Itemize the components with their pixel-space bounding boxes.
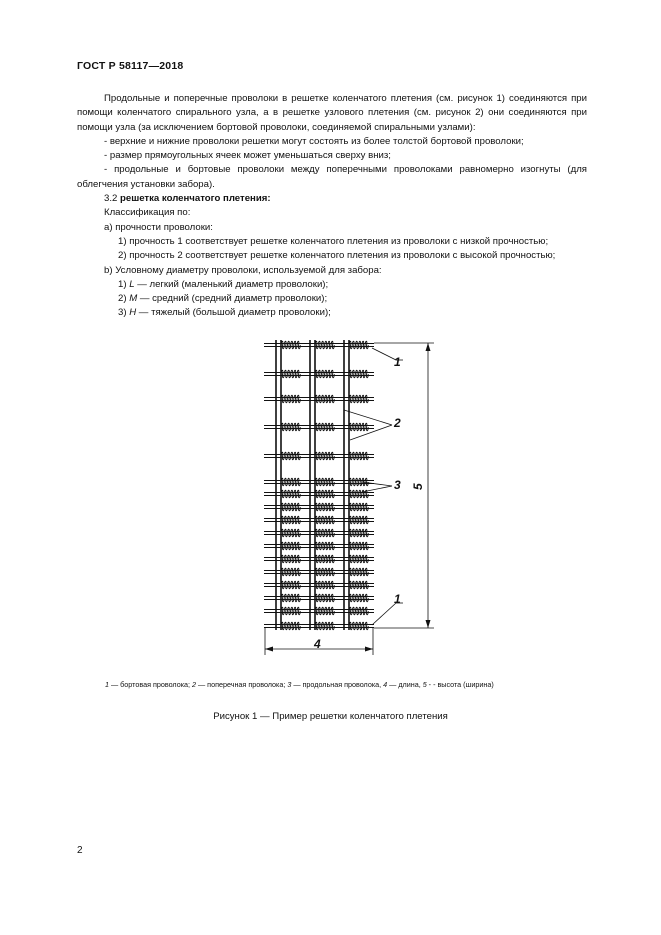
spiral-knot [315, 395, 334, 403]
spiral-knot [349, 478, 368, 486]
spiral-knot [281, 341, 300, 349]
section-number: 3.2 [104, 193, 121, 205]
spiral-knot [281, 370, 300, 378]
page-number: 2 [77, 845, 83, 856]
spiral-knot [349, 516, 368, 524]
spiral-knot [281, 622, 300, 630]
spiral-knot [315, 490, 334, 498]
label-5: 5 [411, 483, 425, 490]
label-1-top: 1 [394, 355, 401, 369]
spiral-knot [315, 423, 334, 431]
bullet-item: - размер прямоугольных ячеек может уменьшаться сверху вниз; [104, 150, 391, 162]
spiral-knot [315, 581, 334, 589]
spiral-knot [315, 370, 334, 378]
spiral-knot [281, 568, 300, 576]
label-4: 4 [314, 637, 321, 651]
spiral-knot [315, 452, 334, 460]
list-subitem: 2) M — средний (средний диаметр проволоки); [118, 293, 328, 305]
spiral-knot [315, 594, 334, 602]
spiral-knot [349, 622, 368, 630]
spiral-knot [315, 622, 334, 630]
spiral-knot [349, 594, 368, 602]
classification-intro: Классификация по: [104, 207, 191, 219]
spiral-knot [349, 542, 368, 550]
spiral-knot [349, 341, 368, 349]
spiral-knot [281, 478, 300, 486]
document-header: ГОСТ Р 58117—2018 [77, 60, 184, 72]
spiral-knot [281, 529, 300, 537]
spiral-knot [315, 516, 334, 524]
spiral-knot [315, 341, 334, 349]
spiral-knot [349, 395, 368, 403]
spiral-knot [281, 503, 300, 511]
spiral-knot [281, 555, 300, 563]
spiral-knot [315, 478, 334, 486]
mesh-drawing [264, 340, 374, 630]
spiral-knot [315, 568, 334, 576]
paragraph-intro: Продольные и поперечные проволоки в решетке коленчатого плетения (см. рисунок 1) соединяются при помощи коленчатого спирального узла, а в решетке узлового плетения (см. рисунок 2) они соединяются при помощи узла (за исключением бортовой проволоки, соединяемой спиральными узлами): [77, 93, 587, 133]
bullet-item: - продольные и бортовые проволоки между поперечными проволоками равномерно изогнуты (для облегчения установки забора). [77, 164, 587, 190]
spiral-knot [281, 452, 300, 460]
spiral-knot [281, 581, 300, 589]
list-subitem: 1) L — легкий (маленький диаметр проволоки); [118, 278, 329, 290]
spiral-knot [281, 490, 300, 498]
label-2: 2 [394, 416, 401, 430]
figure-caption: Рисунок 1 — Пример решетки коленчатого плетения [213, 711, 448, 722]
bullet-item: - верхние и нижние проволоки решетки могут состоять из более толстой бортовой проволоки; [104, 135, 524, 147]
spiral-knot [315, 542, 334, 550]
spiral-knot [281, 395, 300, 403]
spiral-knot [281, 516, 300, 524]
spiral-knot [281, 607, 300, 615]
figure-legend: 1 — бортовая проволока; 2 — поперечная проволока; 3 — продольная проволока, 4 — длина, 5 - - высота (ширина) [105, 680, 494, 689]
spiral-knot [349, 568, 368, 576]
section-title: решетка коленчатого плетения: [120, 193, 271, 205]
spiral-knot [349, 555, 368, 563]
spiral-knot [315, 529, 334, 537]
list-item-a: а) прочности проволоки: [104, 221, 213, 233]
label-3: 3 [394, 478, 401, 492]
spiral-knot [315, 503, 334, 511]
list-subitem: 2) прочность 2 соответствует решетке коленчатого плетения из проволоки с высокой прочностью; [118, 250, 556, 262]
spiral-knot [315, 607, 334, 615]
spiral-knot [281, 423, 300, 431]
spiral-knot [281, 542, 300, 550]
list-subitem: 3) H — тяжелый (большой диаметр проволоки); [118, 307, 331, 319]
spiral-knot [349, 581, 368, 589]
spiral-knot [349, 503, 368, 511]
spiral-knot [349, 529, 368, 537]
spiral-knot [349, 607, 368, 615]
list-subitem: 1) прочность 1 соответствует решетке коленчатого плетения из проволоки с низкой прочностью; [118, 235, 549, 247]
spiral-knot [349, 370, 368, 378]
spiral-knot [349, 423, 368, 431]
list-item-b: b) Условному диаметру проволоки, используемой для забора: [104, 264, 382, 276]
spiral-knot [315, 555, 334, 563]
spiral-knot [349, 452, 368, 460]
spiral-knot [281, 594, 300, 602]
label-1-bottom: 1 [394, 592, 401, 606]
